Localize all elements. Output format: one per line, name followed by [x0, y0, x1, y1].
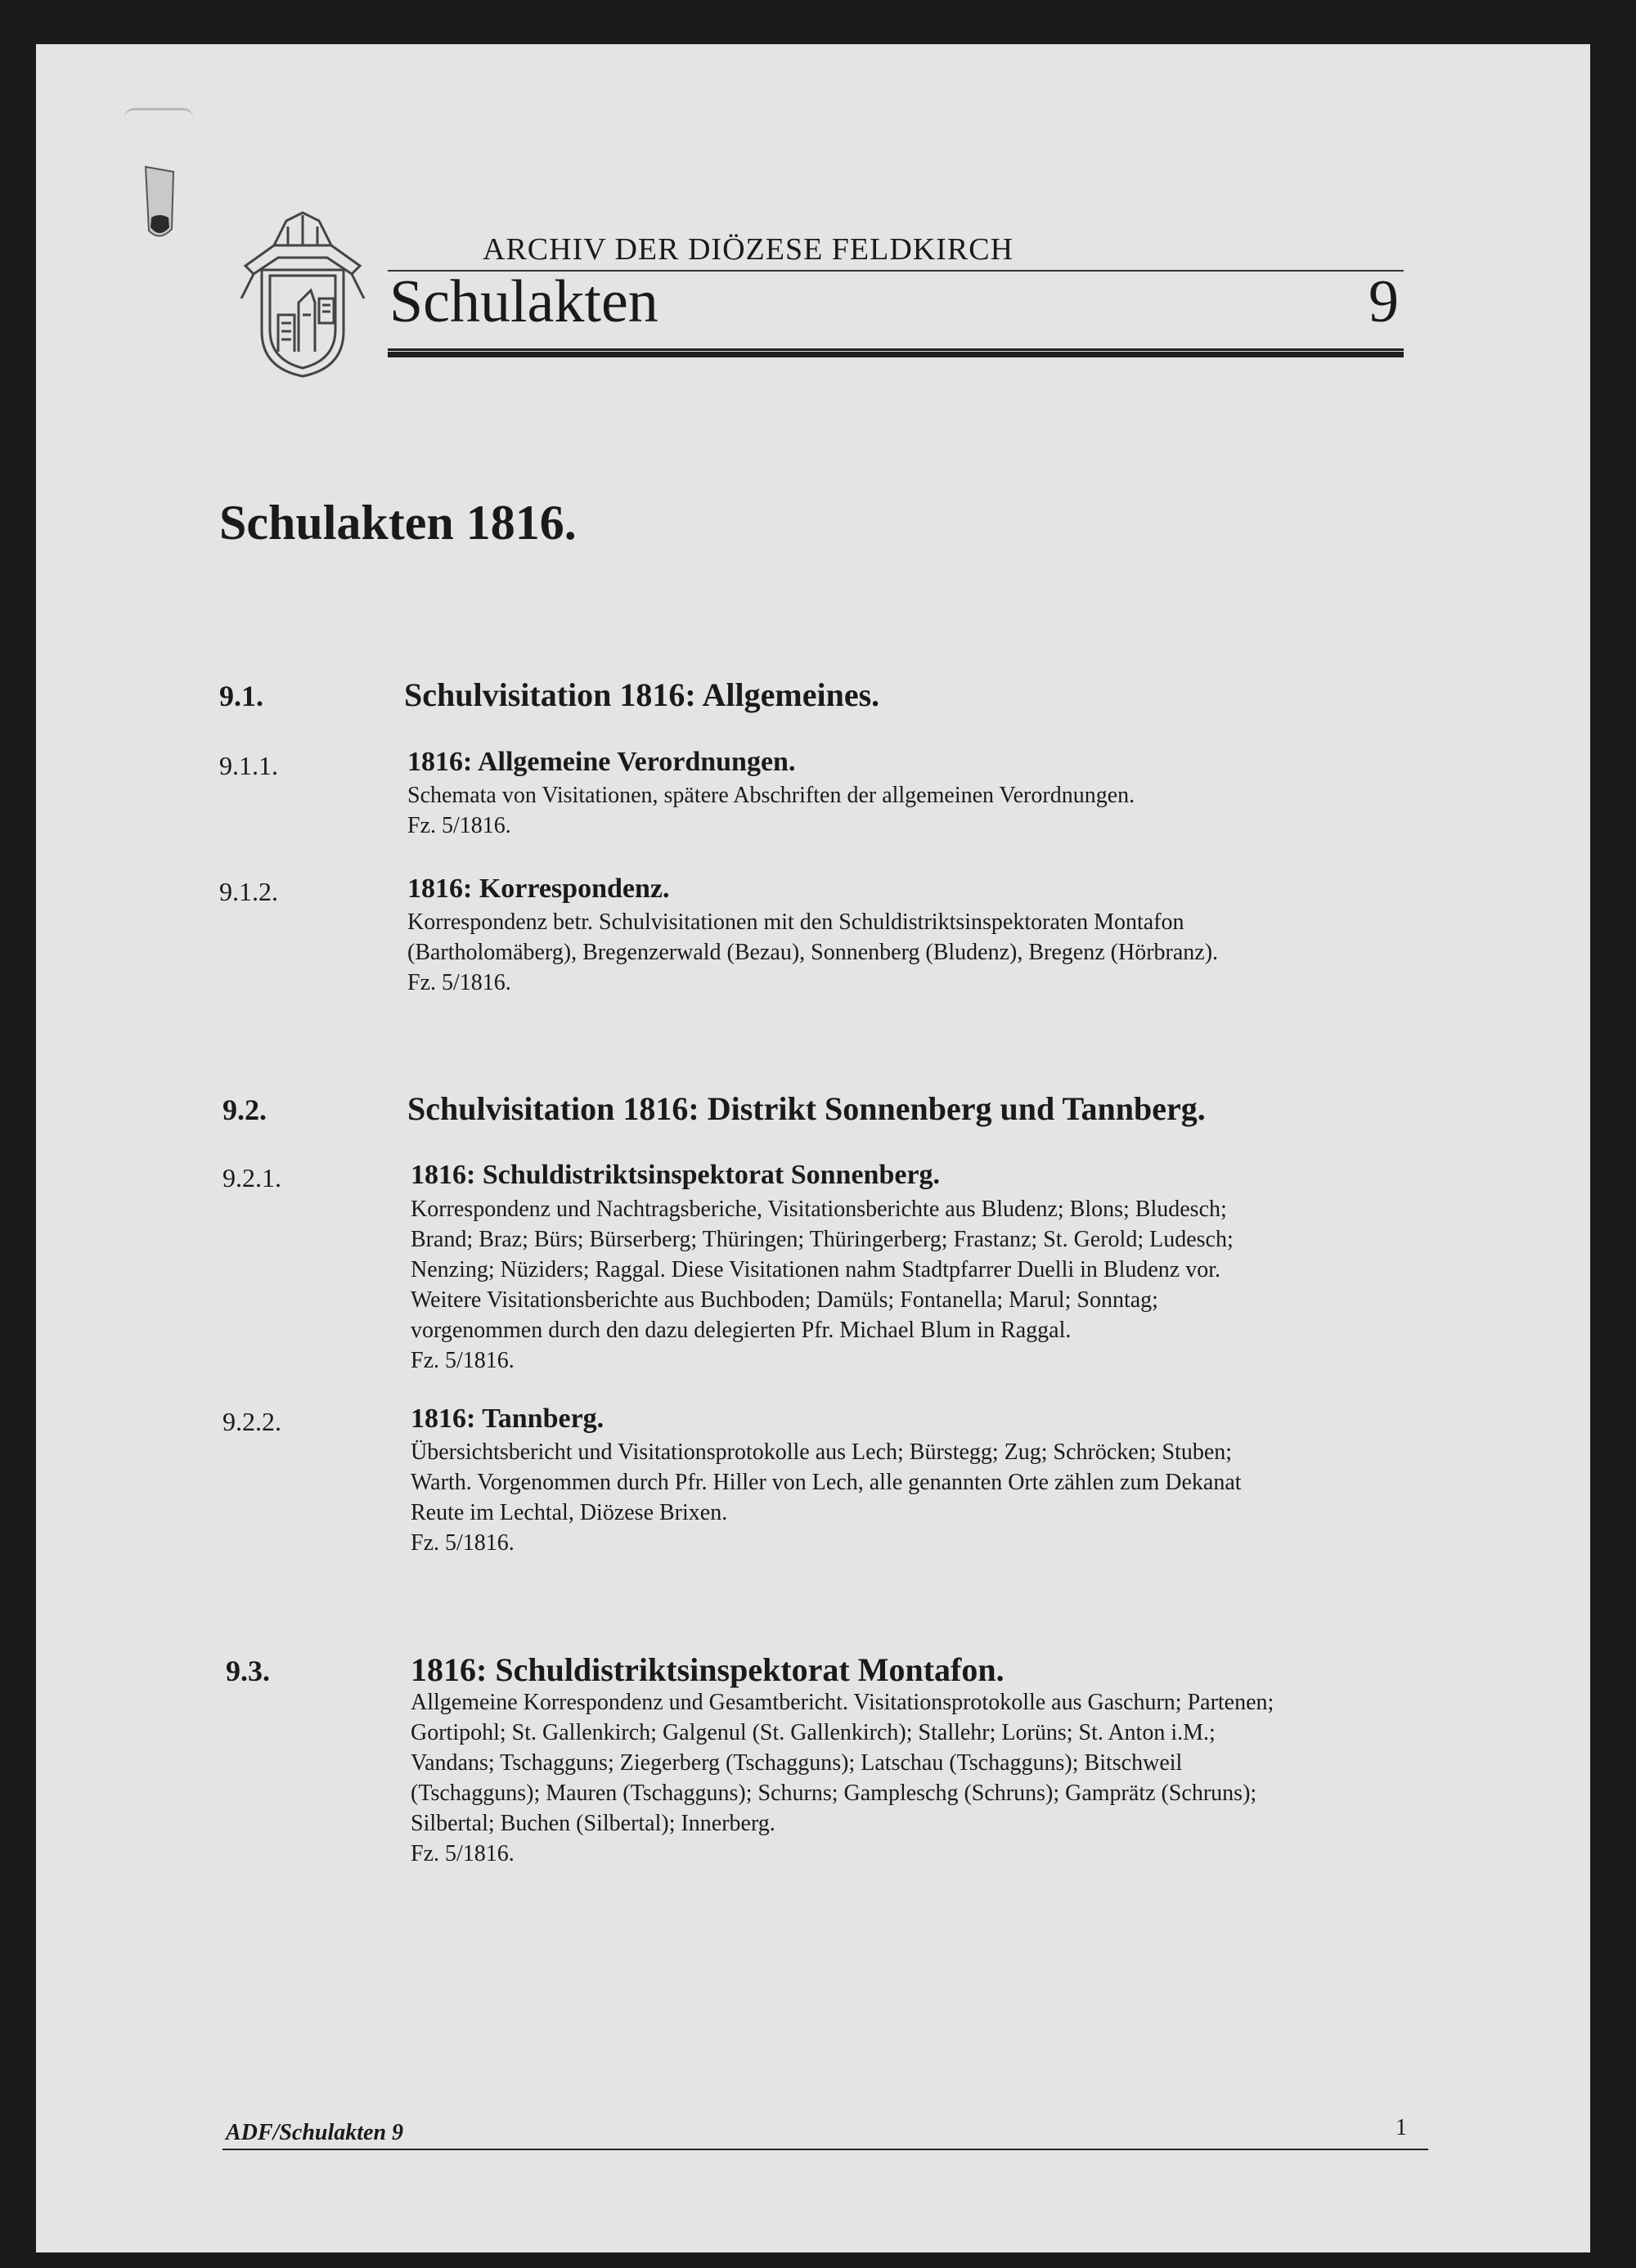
- section-number: 9.2.: [222, 1094, 267, 1126]
- entry-description: [411, 1437, 1242, 1558]
- archive-name: ARCHIV DER DIÖZESE FELDKIRCH: [483, 232, 1014, 267]
- header-double-rule: [388, 348, 1404, 357]
- page-title: Schulakten 1816.: [219, 496, 577, 550]
- series-number: 9: [1369, 268, 1399, 335]
- entry-title: 1816: Korrespondenz.: [407, 874, 670, 904]
- footer-reference: ADF/Schulakten 9: [226, 2120, 404, 2145]
- punch-hole-mark: [124, 108, 193, 130]
- description-line: Nenzing; Nüziders; Raggal. Diese Visitationen nahm Stadtpfarrer Duelli in Bludenz vor.: [411, 1257, 1221, 1282]
- description-line: Vandans; Tschagguns; Ziegerberg (Tschagguns); Latschau (Tschagguns); Bitschweil: [411, 1750, 1183, 1776]
- description-line: Weitere Visitationsberichte aus Buchboden; Damüls; Fontanella; Marul; Sonntag;: [411, 1287, 1158, 1313]
- description-line: Warth. Vorgenommen durch Pfr. Hiller von Lech, alle genannten Orte zählen zum Dekanat: [411, 1470, 1242, 1495]
- entry-title: 1816: Allgemeine Verordnungen.: [407, 747, 796, 777]
- description-line: Brand; Braz; Bürs; Bürserberg; Thüringen; Thüringerberg; Frastanz; St. Gerold; Ludesch;: [411, 1227, 1234, 1252]
- section-description: [411, 1687, 1274, 1869]
- description-line: Allgemeine Korrespondenz und Gesamtbericht. Visitationsprotokolle aus Gaschurn; Partenen;: [411, 1690, 1274, 1715]
- diocese-coat-of-arms-icon: [237, 209, 368, 380]
- description-line: Korrespondenz betr. Schulvisitationen mit den Schuldistriktsinspektoraten Montafon: [407, 909, 1184, 935]
- description-line: vorgenommen durch den dazu delegierten Pfr. Michael Blum in Raggal.: [411, 1318, 1072, 1343]
- description-line: Silbertal; Buchen (Silbertal); Innerberg.: [411, 1811, 775, 1836]
- section-heading: Schulvisitation 1816: Allgemeines.: [404, 676, 880, 713]
- entry-description: [411, 1194, 1234, 1376]
- entry-number: 9.1.2.: [219, 877, 278, 906]
- paper-clip-icon: [144, 164, 175, 242]
- entry-number: 9.1.1.: [219, 751, 278, 780]
- series-title: Schulakten: [389, 268, 658, 335]
- entry-number: 9.2.1.: [222, 1163, 281, 1192]
- entry-title: 1816: Tannberg.: [411, 1403, 605, 1434]
- file-reference: Fz. 5/1816.: [407, 813, 511, 838]
- footer-rule: [222, 2149, 1428, 2150]
- description-line: Übersichtsbericht und Visitationsprotokolle aus Lech; Bürstegg; Zug; Schröcken; Stuben;: [411, 1439, 1233, 1465]
- description-line: (Bartholomäberg), Bregenzerwald (Bezau), Sonnenberg (Bludenz), Bregenz (Hörbranz).: [407, 940, 1219, 965]
- description-line: Schemata von Visitationen, spätere Abschriften der allgemeinen Verordnungen.: [407, 783, 1135, 808]
- section-heading: 1816: Schuldistriktsinspektorat Montafon.: [411, 1651, 1005, 1688]
- description-line: Reute im Lechtal, Diözese Brixen.: [411, 1500, 728, 1525]
- entry-title: 1816: Schuldistriktsinspektorat Sonnenberg.: [411, 1160, 941, 1190]
- file-reference: Fz. 5/1816.: [411, 1530, 515, 1556]
- section-number: 9.1.: [219, 680, 263, 712]
- file-reference: Fz. 5/1816.: [411, 1841, 515, 1866]
- description-line: (Tschagguns); Mauren (Tschagguns); Schurns; Gampleschg (Schruns); Gamprätz (Schruns);: [411, 1781, 1257, 1806]
- file-reference: Fz. 5/1816.: [407, 970, 511, 995]
- section-number: 9.3.: [226, 1655, 270, 1687]
- file-reference: Fz. 5/1816.: [411, 1348, 515, 1373]
- description-line: Korrespondenz und Nachtragsberiche, Visitationsberichte aus Bludenz; Blons; Bludesch;: [411, 1197, 1227, 1222]
- entry-description: [407, 780, 1135, 841]
- page-number: 1: [1396, 2115, 1407, 2140]
- entry-number: 9.2.2.: [222, 1407, 281, 1436]
- entry-description: [407, 907, 1218, 998]
- section-heading: Schulvisitation 1816: Distrikt Sonnenberg und Tannberg.: [407, 1090, 1206, 1127]
- description-line: Gortipohl; St. Gallenkirch; Galgenul (St. Gallenkirch); Stallehr; Lorüns; St. Anton i.M.;: [411, 1720, 1216, 1745]
